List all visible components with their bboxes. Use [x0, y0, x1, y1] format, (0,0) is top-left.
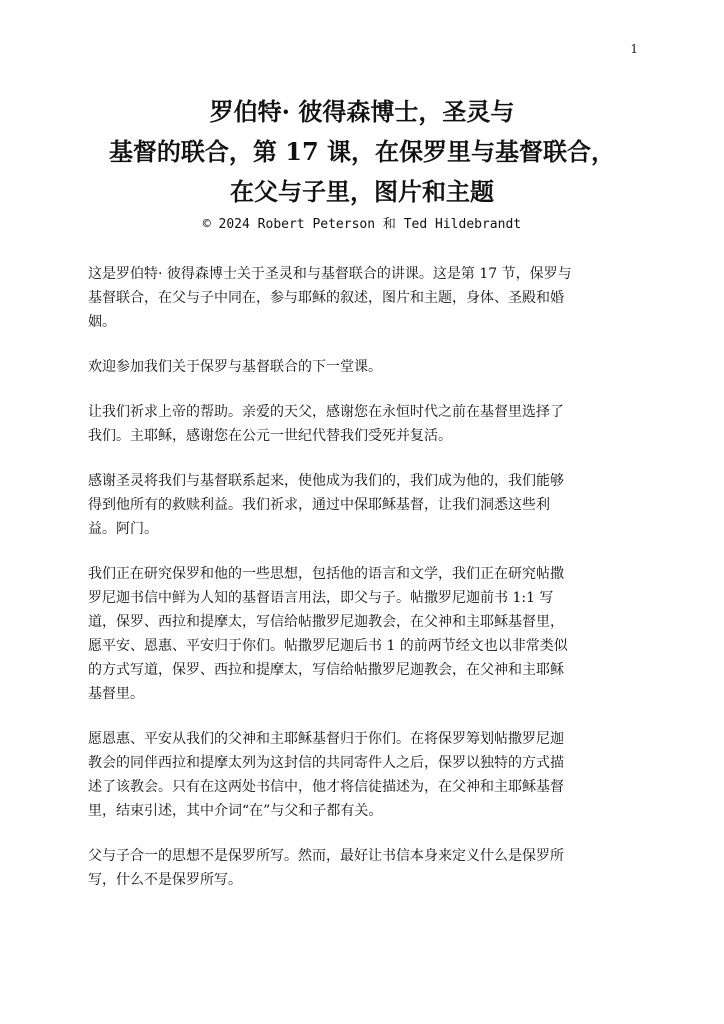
page-number: 1 — [630, 42, 638, 56]
paragraph-line: 姻。 — [88, 314, 116, 330]
paragraph-line: 写，什么不是保罗所写。 — [88, 872, 242, 888]
paragraph-line: 父与子合一的思想不是保罗所写。然而，最好让书信本身来定义什么是保罗所 — [88, 848, 564, 864]
paragraph-thessalonians — [88, 562, 640, 706]
paragraph-line: 述了该教会。只有在这两处书信中，他才将信徒描述为，在父神和主耶稣基督 — [88, 779, 564, 795]
paragraph-welcome — [88, 355, 640, 379]
paragraph-line: 让我们祈求上帝的帮助。亲爱的天父，感谢您在永恒时代之前在基督里选择了 — [88, 404, 564, 420]
paragraph-line: 罗尼迦书信中鲜为人知的基督语言用法，即父与子。帖撒罗尼迦前书 1:1 写 — [88, 590, 554, 606]
paragraph-grace-peace — [88, 727, 640, 823]
paragraph-line: 愿恩惠、平安从我们的父神和主耶稣基督归于你们。在将保罗筹划帖撒罗尼迦 — [88, 731, 564, 747]
copyright-notice: © 2024 Robert Peterson 和 Ted Hildebrandt — [202, 217, 522, 232]
paragraph-line: 我们正在研究保罗和他的一些思想，包括他的语言和文学，我们正在研究帖撒 — [88, 566, 564, 582]
title-line-2: 基督的联合，第 17 课，在保罗里与基督联合， — [108, 137, 616, 166]
paragraph-intro — [88, 262, 640, 334]
paragraph-line: 感谢圣灵将我们与基督联系起来，使他成为我们的，我们成为他的，我们能够 — [88, 473, 564, 489]
paragraph-line: 欢迎参加我们关于保罗与基督联合的下一堂课。 — [88, 359, 382, 375]
title-block — [60, 92, 664, 234]
paragraph-line: 我们。主耶稣，感谢您在公元一世纪代替我们受死并复活。 — [88, 428, 452, 444]
body-text — [88, 262, 640, 913]
title-line-1: 罗伯特· 彼得森博士，圣灵与 — [209, 97, 515, 126]
paragraph-line: 教会的同伴西拉和提摩太列为这封信的共同寄件人之后，保罗以独特的方式描 — [88, 755, 564, 771]
paragraph-line: 愿平安、恩惠、平安归于你们。帖撒罗尼迦后书 1 的前两节经文也以非常类似 — [88, 638, 568, 654]
paragraph-line: 道，保罗、西拉和提摩太，写信给帖撒罗尼迦教会，在父神和主耶稣基督里， — [88, 614, 564, 630]
paragraph-line: 的方式写道，保罗、西拉和提摩太，写信给帖撒罗尼迦教会，在父神和主耶稣 — [88, 662, 564, 678]
paragraph-father-son — [88, 844, 640, 892]
paragraph-line: 里，结束引述，其中介词“在”与父和子都有关。 — [88, 803, 383, 819]
paragraph-line: 基督里。 — [88, 686, 144, 702]
paragraph-prayer — [88, 400, 640, 448]
paragraph-line: 这是罗伯特· 彼得森博士关于圣灵和与基督联合的讲课。这是第 17 节，保罗与 — [88, 266, 572, 282]
paragraph-prayer-continued — [88, 469, 640, 541]
paragraph-line: 益。阿门。 — [88, 521, 158, 537]
paragraph-line: 基督联合，在父与子中同在，参与耶稣的叙述，图片和主题，身体、圣殿和婚 — [88, 290, 564, 306]
title-line-3: 在父与子里，图片和主题 — [230, 177, 494, 206]
paragraph-line: 得到他所有的救赎利益。我们祈求，通过中保耶稣基督，让我们洞悉这些利 — [88, 497, 550, 513]
